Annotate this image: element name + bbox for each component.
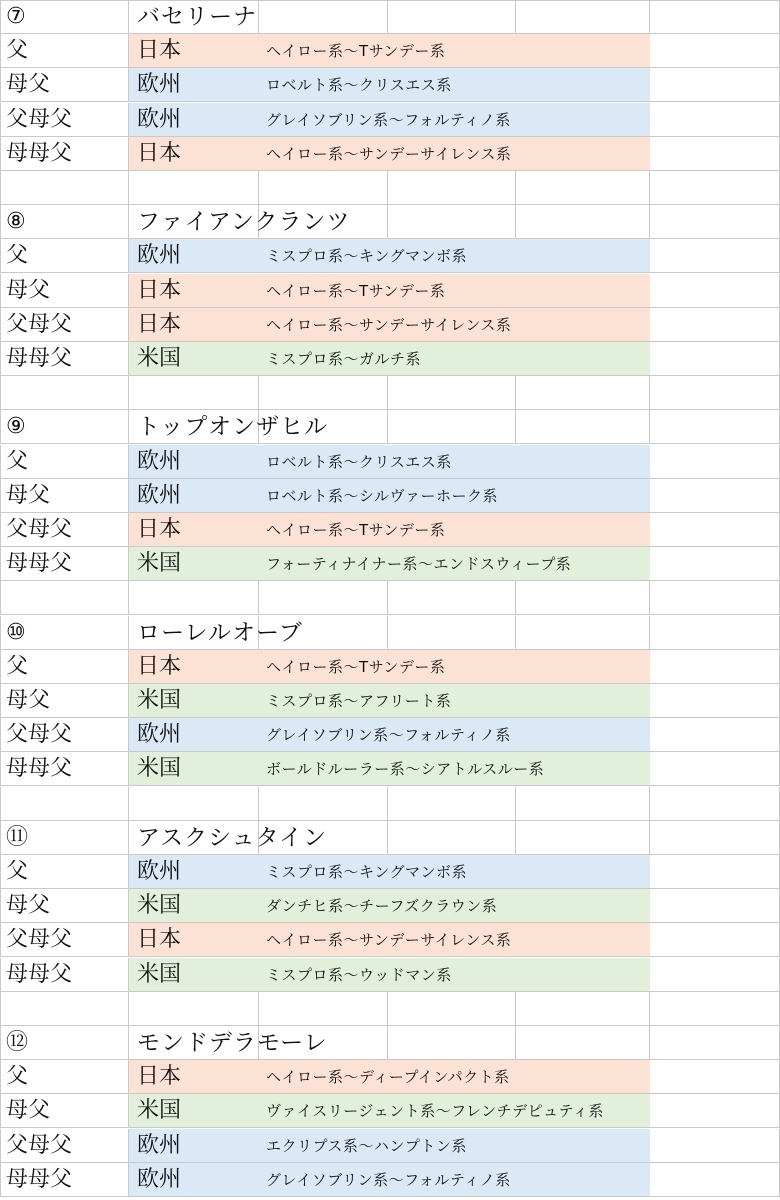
sire-line-label: ロベルト系〜シルヴァーホーク系 [266,486,498,505]
region-label: 日本 [137,517,182,542]
sire-line-label: グレイソブリン系〜フォルティノ系 [266,1170,511,1189]
grid-cell[interactable] [650,547,780,581]
pedigree-row [0,1129,780,1163]
grid-cell[interactable] [129,992,259,1026]
grid-cell[interactable] [259,171,388,205]
pedigree-role-label: 母父 [6,72,51,98]
horse-name: ファイアンクランツ [137,209,351,236]
grid-cell[interactable] [0,171,129,205]
pedigree-role-label: 父母父 [6,311,73,337]
pedigree-role-label: 母父 [6,688,51,713]
horse-header-row [0,1026,780,1060]
horse-header-row [0,616,780,650]
grid-cell[interactable] [650,650,780,684]
region-label: 欧州 [137,859,182,884]
grid-cell[interactable] [516,376,650,410]
pedigree-row [0,342,780,376]
region-label: 米国 [137,346,182,371]
grid-cell[interactable] [650,958,780,992]
grid-cell[interactable] [650,1094,780,1128]
horse-name: モンドデラモーレ [137,1030,328,1056]
grid-cell[interactable] [650,718,780,752]
sire-line-label: グレイソブリン系〜フォルティノ系 [266,726,511,745]
pedigree-role-label: 父母父 [6,1132,73,1158]
region-label: 欧州 [137,1166,182,1192]
region-label: 欧州 [137,722,182,748]
grid-cell[interactable] [650,410,780,444]
sire-line-label: ミスプロ系〜キングマンボ系 [266,247,468,266]
grid-cell[interactable] [388,821,516,855]
sire-line-label: フォーティナイナー系〜エンドスウィープ系 [266,555,572,574]
grid-cell[interactable] [388,616,516,650]
pedigree-role-label: 母父 [6,482,51,508]
pedigree-role-label: 父母父 [6,106,73,132]
pedigree-row [0,923,780,957]
sire-line-label: ミスプロ系〜ウッドマン系 [266,965,452,984]
horse-header-row [0,205,780,239]
grid-cell[interactable] [516,410,650,444]
grid-cell[interactable] [388,0,516,34]
sire-line-label: ヘイロー系〜サンデーサイレンス系 [266,144,512,163]
region-label: 欧州 [137,482,182,508]
grid-cell[interactable] [650,274,780,308]
horse-header-row [0,410,780,444]
grid-cell[interactable] [388,787,516,821]
blank-row [0,376,780,410]
pedigree-row [0,752,780,786]
pedigree-row [0,1060,780,1094]
pedigree-role-label: 父 [6,1064,29,1090]
pedigree-row [0,547,780,581]
grid-cell[interactable] [0,992,129,1026]
horse-name: トップオンザヒル [137,414,329,441]
sire-line-label: ロベルト系〜クリスエス系 [266,76,452,95]
grid-cell[interactable] [129,376,259,410]
grid-cell[interactable] [650,855,780,889]
grid-cell[interactable] [650,1163,780,1197]
horse-number: ⑫ [6,1030,29,1055]
pedigree-row [0,308,780,342]
pedigree-row [0,958,780,992]
grid-cell[interactable] [0,581,129,615]
grid-cell[interactable] [388,992,516,1026]
grid-cell[interactable] [516,171,650,205]
region-label: 米国 [137,551,182,577]
horse-header-row [0,0,780,34]
blank-row [0,992,780,1026]
pedigree-role-label: 母母父 [6,140,73,166]
horse-name: バセリーナ [137,4,257,30]
grid-cell[interactable] [129,787,259,821]
region-label: 日本 [137,38,182,64]
pedigree-role-label: 父母父 [6,927,73,953]
grid-cell[interactable] [650,34,780,68]
horse-number: ⑦ [6,4,26,29]
pedigree-row [0,34,780,68]
grid-cell[interactable] [650,1129,780,1163]
horse-header-row [0,821,780,855]
pedigree-row [0,650,780,684]
region-label: 欧州 [137,243,182,269]
sire-line-label: ヘイロー系〜Tサンデー系 [266,521,446,539]
pedigree-role-label: 父母父 [6,517,73,542]
grid-cell[interactable] [388,205,516,239]
region-label: 欧州 [137,106,182,132]
grid-cell[interactable] [259,992,388,1026]
pedigree-row [0,718,780,752]
pedigree-role-label: 父 [6,859,29,884]
blank-row [0,581,780,615]
region-label: 米国 [137,961,182,987]
grid-cell[interactable] [650,479,780,513]
grid-cell[interactable] [650,171,780,205]
grid-cell[interactable] [650,137,780,171]
grid-cell[interactable] [650,1026,780,1060]
grid-cell[interactable] [650,513,780,547]
sire-line-label: ボールドルーラー系〜シアトルスルー系 [266,760,545,779]
pedigree-row [0,239,780,273]
horse-number: ⑧ [6,209,26,235]
pedigree-row [0,68,780,102]
pedigree-row [0,684,780,718]
grid-cell[interactable] [259,581,388,615]
pedigree-role-label: 父 [6,448,29,474]
region-label: 欧州 [137,72,182,98]
grid-cell[interactable] [0,787,129,821]
horse-number: ⑪ [6,824,29,850]
horse-name: ローレルオーブ [137,619,303,646]
sire-line-label: ミスプロ系〜キングマンボ系 [266,863,468,881]
sire-line-label: ミスプロ系〜アフリート系 [266,692,452,710]
grid-cell[interactable] [650,376,780,410]
pedigree-row [0,103,780,137]
sire-line-label: ヘイロー系〜Tサンデー系 [266,281,446,300]
grid-cell[interactable] [650,342,780,376]
grid-cell[interactable] [259,787,388,821]
pedigree-role-label: 父 [6,653,29,679]
grid-cell[interactable] [516,821,650,855]
sire-line-label: ヴァイスリージェント系〜フレンチデピュティ系 [266,1102,604,1121]
pedigree-role-label: 父 [6,38,29,64]
grid-cell[interactable] [650,923,780,957]
sire-line-label: ロベルト系〜クリスエス系 [266,452,452,471]
pedigree-row [0,889,780,923]
pedigree-role-label: 父母父 [6,722,73,748]
pedigree-row [0,445,780,479]
grid-cell[interactable] [650,103,780,137]
grid-cell[interactable] [388,376,516,410]
pedigree-role-label: 母母父 [6,551,73,577]
grid-cell[interactable] [650,239,780,273]
grid-cell[interactable] [516,992,650,1026]
region-label: 米国 [137,688,182,713]
horse-number: ⑩ [6,619,26,645]
region-label: 日本 [137,277,182,303]
pedigree-row [0,855,780,889]
grid-cell[interactable] [650,0,780,34]
grid-cell[interactable] [388,171,516,205]
sire-line-label: ヘイロー系〜サンデーサイレンス系 [266,315,512,334]
grid-cell[interactable] [650,616,780,650]
grid-cell[interactable] [516,581,650,615]
blank-row [0,787,780,821]
sire-line-label: ヘイロー系〜サンデーサイレンス系 [266,931,512,950]
grid-cell[interactable] [516,787,650,821]
pedigree-role-label: 父 [6,243,29,269]
pedigree-role-label: 母母父 [6,1166,73,1192]
grid-cell[interactable] [650,581,780,615]
grid-cell[interactable] [259,376,388,410]
grid-cell[interactable] [388,410,516,444]
grid-cell[interactable] [650,684,780,718]
region-label: 欧州 [137,448,182,474]
grid-cell[interactable] [650,1060,780,1094]
sire-line-label: ミスプロ系〜ガルチ系 [266,350,422,368]
region-label: 米国 [137,1098,182,1124]
grid-cell[interactable] [388,581,516,615]
region-label: 日本 [137,1064,182,1090]
grid-cell[interactable] [516,1026,650,1060]
region-label: 日本 [137,653,182,679]
region-label: 日本 [137,311,182,337]
grid-cell[interactable] [129,581,259,615]
sire-line-label: ダンチヒ系〜チーフズクラウン系 [266,897,498,916]
pedigree-role-label: 母父 [6,277,51,303]
grid-cell[interactable] [650,205,780,239]
pedigree-row [0,1094,780,1128]
region-label: 日本 [137,140,182,166]
grid-cell[interactable] [388,1026,516,1060]
grid-cell[interactable] [650,445,780,479]
grid-cell[interactable] [650,752,780,786]
pedigree-row [0,513,780,547]
blank-row [0,171,780,205]
pedigree-role-label: 母母父 [6,961,73,987]
region-label: 日本 [137,927,182,953]
horse-number: ⑨ [6,414,26,440]
grid-cell[interactable] [650,68,780,102]
grid-cell[interactable] [650,889,780,923]
region-label: 米国 [137,756,182,782]
sire-line-label: エクリプス系〜ハンプトン系 [266,1136,467,1155]
grid-cell[interactable] [650,787,780,821]
pedigree-role-label: 母母父 [6,756,73,782]
grid-cell[interactable] [516,205,650,239]
pedigree-row [0,137,780,171]
pedigree-role-label: 母父 [6,893,51,919]
grid-cell[interactable] [129,171,259,205]
pedigree-row [0,1163,780,1197]
sire-line-label: ヘイロー系〜Tサンデー系 [266,42,446,61]
grid-cell[interactable] [650,308,780,342]
grid-cell[interactable] [650,992,780,1026]
grid-cell[interactable] [650,821,780,855]
grid-cell[interactable] [259,0,388,34]
sire-line-label: ヘイロー系〜Tサンデー系 [266,657,446,676]
sire-line-label: ヘイロー系〜ディープインパクト系 [266,1068,510,1087]
pedigree-row [0,479,780,513]
sire-line-label: グレイソブリン系〜フォルティノ系 [266,110,511,129]
grid-cell[interactable] [0,376,129,410]
grid-cell[interactable] [516,616,650,650]
pedigree-role-label: 母母父 [6,346,73,371]
region-label: 欧州 [137,1132,182,1158]
horse-name: アスクシュタイン [137,824,328,851]
grid-cell[interactable] [516,0,650,34]
pedigree-row [0,274,780,308]
pedigree-role-label: 母父 [6,1098,51,1124]
region-label: 米国 [137,893,182,919]
